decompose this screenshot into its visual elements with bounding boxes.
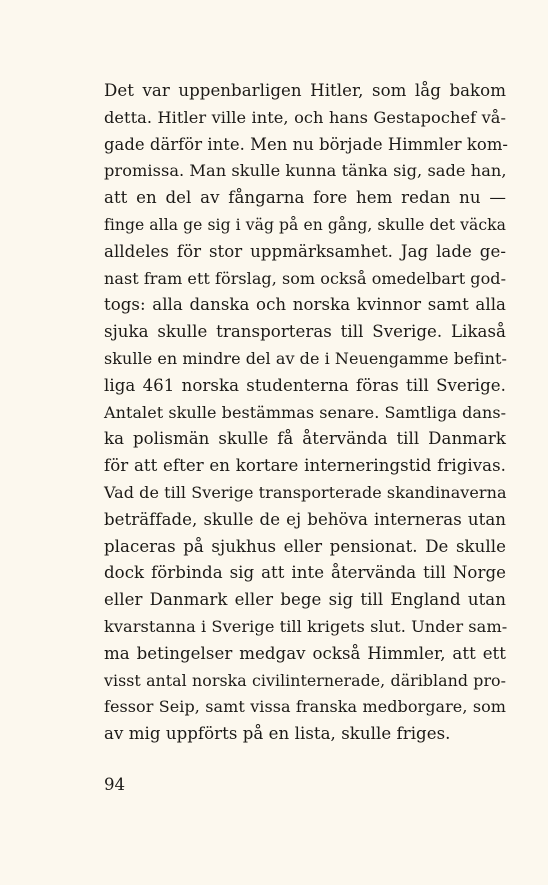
text-line: sjuka skulle transporteras till Sverige. Likaså [104, 322, 506, 342]
text-line: detta. Hitler ville inte, och hans Gestapochef vå- [104, 107, 506, 127]
text-line: Vad de till Sverige transporterade skandinaverna [104, 482, 507, 502]
text-line: gade därför inte. Men nu började Himmler kom- [104, 134, 509, 154]
page-number: 94 [104, 775, 126, 794]
text-line: beträffade, skulle de ej behöva interneras utan [104, 509, 506, 529]
text-line: för att efter en kortare interneringstid frigivas. [104, 456, 506, 476]
text-line: visst antal norska civilinternerade, däribland pro- [104, 670, 506, 690]
text-line: placeras på sjukhus eller pensionat. De skulle [104, 536, 506, 556]
text-line: eller Danmark eller bege sig till England utan [104, 590, 506, 610]
text-line: alldeles för stor uppmärksamhet. Jag lade ge- [104, 241, 506, 261]
text-line: ma betingelser medgav också Himmler, att ett [104, 643, 506, 663]
text-line: nast fram ett förslag, som också omedelbart god- [104, 268, 507, 288]
text-line: dock förbinda sig att inte återvända till Norge [104, 563, 506, 583]
body-text [104, 78, 509, 748]
text-line: liga 461 norska studenterna föras till Sverige. [104, 375, 506, 395]
text-line: Det var uppenbarligen Hitler, som låg bakom [104, 81, 506, 100]
text-line: skulle en mindre del av de i Neuengamme befint- [104, 348, 507, 368]
text-line: Antalet skulle bestämmas senare. Samtliga dans- [104, 402, 507, 422]
text-line: promissa. Man skulle kunna tänka sig, sade han, [104, 161, 507, 181]
text-line: av mig uppförts på en lista, skulle friges. [104, 724, 451, 744]
text-line: togs: alla danska och norska kvinnor samt alla [104, 295, 506, 315]
text-line: fessor Seip, samt vissa franska medborgare, som [104, 697, 506, 717]
text-line: att en del av fångarna fore hem redan nu — [104, 188, 506, 208]
text-line: kvarstanna i Sverige till krigets slut. Under sam- [104, 616, 508, 636]
text-line: ka polismän skulle få återvända till Danmark [104, 429, 506, 449]
text-line: finge alla ge sig i väg på en gång, skulle det väcka [104, 215, 506, 234]
